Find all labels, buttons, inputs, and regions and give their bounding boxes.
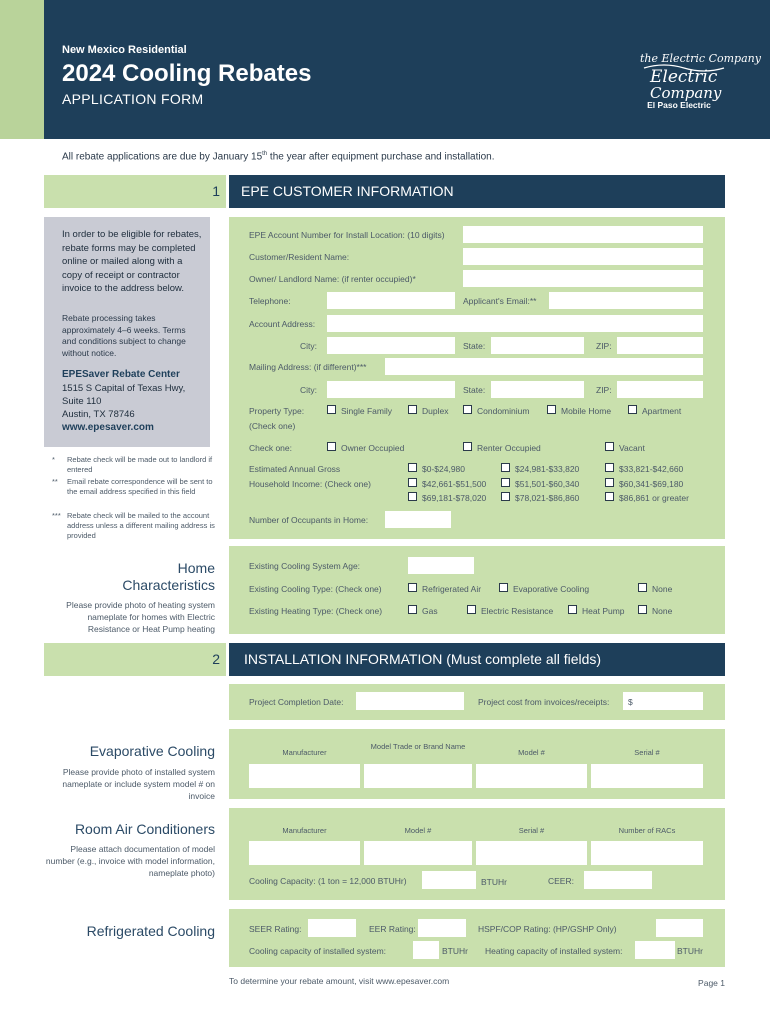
home-desc: Please provide photo of heating system nameplate for homes with Electric Resistance or Heat Pump heating [66, 600, 215, 634]
seer-label: SEER Rating: [249, 924, 302, 934]
account-address-field[interactable] [327, 315, 703, 332]
option-label: Single Family [341, 406, 393, 416]
checkbox-income[interactable] [501, 463, 510, 472]
btuhr-unit: BTUHr [442, 946, 468, 956]
customer-name-label: Customer/Resident Name: [249, 252, 350, 262]
checkbox-gas[interactable] [408, 605, 417, 614]
checkbox-refrigerated-air[interactable] [408, 583, 417, 592]
cooling-capacity-field[interactable] [413, 941, 439, 959]
ceer-label: CEER: [548, 876, 574, 886]
evap-brand-field[interactable] [364, 764, 472, 788]
option-label: Condominium [477, 406, 530, 416]
logo-label: El Paso Electric [647, 100, 711, 110]
occupants-field[interactable] [385, 511, 451, 528]
checkbox-owner-occupied[interactable] [327, 442, 336, 451]
option-label: Vacant [619, 443, 645, 453]
evap-desc: Please provide photo of installed system nameplate or include system model # on invoice [62, 767, 215, 801]
footnote-text: Rebate check will be made out to landlord if entered [67, 455, 213, 474]
occupants-label: Number of Occupants in Home: [249, 515, 369, 525]
option-label: Evaporative Cooling [513, 584, 590, 594]
mailing-zip-label: ZIP: [596, 385, 612, 395]
checkbox-apartment[interactable] [628, 405, 637, 414]
evap-manufacturer-field[interactable] [249, 764, 360, 788]
hspf-label: HSPF/COP Rating: (HP/GSHP Only) [478, 924, 617, 934]
seer-field[interactable] [308, 919, 356, 937]
address-line-1: 1515 S Capital of Texas Hwy, [62, 383, 186, 394]
income-option: $60,341-$69,180 [619, 479, 684, 489]
el-paso-electric-logo [636, 44, 761, 106]
page-subtitle: APPLICATION FORM [62, 91, 204, 107]
rac-capacity-field[interactable] [422, 871, 476, 889]
heating-type-label: Existing Heating Type: (Check one) [249, 606, 383, 616]
home-title: Home [177, 560, 215, 576]
zip-label: ZIP: [596, 341, 612, 351]
section-1-number: 1 [212, 183, 220, 199]
option-label: Electric Resistance [481, 606, 554, 616]
hspf-field[interactable] [656, 919, 703, 937]
option-label: Refrigerated Air [422, 584, 482, 594]
property-type-hint: (Check one) [249, 421, 296, 431]
option-label: Owner Occupied [341, 443, 405, 453]
page-title: 2024 Cooling Rebates [62, 60, 312, 87]
footnote-mark: * [52, 455, 55, 464]
checkbox-single-family[interactable] [327, 405, 336, 414]
checkbox-condominium[interactable] [463, 405, 472, 414]
evap-title: Evaporative Cooling [89, 743, 215, 759]
option-label: Duplex [422, 406, 449, 416]
section-1-title: EPE CUSTOMER INFORMATION [241, 183, 454, 199]
mailing-address-field[interactable] [385, 358, 703, 375]
income-option: $51,501-$60,340 [515, 479, 580, 489]
option-label: None [652, 584, 673, 594]
email-label: Applicant's Email:** [463, 296, 537, 306]
checkbox-income[interactable] [408, 492, 417, 501]
checkbox-income[interactable] [605, 478, 614, 487]
option-label: None [652, 606, 673, 616]
btuhr-unit: BTUHr [481, 877, 507, 887]
rac-model-field[interactable] [364, 841, 472, 865]
checkbox-mobile-home[interactable] [547, 405, 556, 414]
btuhr-unit: BTUHr [677, 946, 703, 956]
table-header: Manufacturer [282, 748, 327, 757]
checkbox-income[interactable] [408, 478, 417, 487]
mailing-city-field[interactable] [327, 381, 455, 398]
rac-capacity-label: Cooling Capacity: (1 ton = 12,000 BTUHr) [249, 876, 407, 886]
income-option: $24,981-$33,820 [515, 464, 580, 474]
due-notice: All rebate applications are due by January 15th the year after equipment purchase and installation. [62, 151, 495, 163]
checkbox-renter-occupied[interactable] [463, 442, 472, 451]
account-number-field[interactable] [463, 226, 703, 243]
checkbox-electric-resistance[interactable] [467, 605, 476, 614]
cooling-capacity-label: Cooling capacity of installed system: [249, 946, 387, 956]
zip-field[interactable] [617, 337, 703, 354]
project-cost-field[interactable] [623, 692, 703, 710]
checkbox-income[interactable] [408, 463, 417, 472]
system-age-label: Existing Cooling System Age: [249, 561, 361, 571]
option-label: Renter Occupied [477, 443, 541, 453]
checkbox-evaporative-cooling[interactable] [499, 583, 508, 592]
income-option: $78,021-$86,860 [515, 493, 580, 503]
checkbox-heating-none[interactable] [638, 605, 647, 614]
processing-text: Rebate processing takes approximately 4–6 weeks. Terms and conditions subject to change without notice. [62, 313, 186, 358]
address-line-3: Austin, TX 78746 [62, 409, 135, 420]
header-accent [0, 0, 44, 139]
income-label-2: Household Income: (Check one) [249, 479, 371, 489]
eer-label: EER Rating: [369, 924, 416, 934]
checkbox-vacant[interactable] [605, 442, 614, 451]
mailing-state-field[interactable] [491, 381, 584, 398]
table-header: Model # [404, 826, 432, 835]
owner-landlord-field[interactable] [463, 270, 703, 287]
customer-info-form [229, 217, 725, 539]
footnote-mark: *** [52, 511, 61, 520]
website-link[interactable]: www.epesaver.com [62, 422, 154, 433]
footnote-text: Email rebate correspondence will be sent to the email address specified in this field [67, 477, 213, 496]
section-2-title: INSTALLATION INFORMATION (Must complete all fields) [244, 651, 602, 667]
section-2-number: 2 [212, 651, 220, 667]
completion-date-field[interactable] [356, 692, 464, 710]
footer-note: To determine your rebate amount, visit www.epesaver.com [229, 976, 450, 986]
refrig-title: Refrigerated Cooling [86, 923, 215, 939]
income-label: Estimated Annual Gross [249, 464, 341, 474]
income-option: $33,821-$42,660 [619, 464, 684, 474]
checkbox-heat-pump[interactable] [568, 605, 577, 614]
income-option: $0-$24,980 [422, 464, 466, 474]
telephone-field[interactable] [327, 292, 455, 309]
home-title-2: Characteristics [122, 577, 215, 593]
owner-landlord-label: Owner/ Landlord Name: (if renter occupied)* [249, 274, 416, 284]
address-line-2: Suite 110 [62, 396, 102, 407]
rac-desc: Please attach documentation of model number (e.g., invoice with model information, nameplate photo) [45, 844, 215, 878]
ceer-field[interactable] [584, 871, 652, 889]
option-label: Heat Pump [582, 606, 625, 616]
table-header: Serial # [518, 826, 545, 835]
checkbox-income[interactable] [605, 463, 614, 472]
option-label: Gas [422, 606, 438, 616]
footnote-text: Rebate check will be mailed to the account address unless a different mailing address is provided [67, 511, 215, 540]
table-header: Model # [518, 748, 545, 757]
email-field[interactable] [549, 292, 703, 309]
city-label: City: [300, 341, 317, 351]
mailing-state-label: State: [463, 385, 486, 395]
account-number-label: EPE Account Number for Install Location: (10 digits) [249, 230, 445, 240]
evap-serial-field[interactable] [591, 764, 703, 788]
rac-title: Room Air Conditioners [74, 821, 215, 837]
income-option: $86,861 or greater [619, 493, 689, 503]
income-option: $69,181-$78,020 [422, 493, 487, 503]
checkbox-cooling-none[interactable] [638, 583, 647, 592]
footnote-mark: ** [52, 477, 58, 486]
option-label: Apartment [642, 406, 682, 416]
checkbox-income[interactable] [605, 492, 614, 501]
eligibility-text: In order to be eligible for rebates, rebate forms may be completed online or mailed along with a copy of receipt or contractor invoice to the address below. [62, 229, 202, 294]
svg-text:Company: Company [650, 84, 722, 102]
table-header: Serial # [634, 748, 660, 757]
mailing-city-label: City: [300, 385, 317, 395]
rac-count-field[interactable] [591, 841, 703, 865]
checkbox-duplex[interactable] [408, 405, 417, 414]
svg-text:Electric: Electric [650, 67, 718, 87]
rac-serial-field[interactable] [476, 841, 587, 865]
state-label: State: [463, 341, 486, 351]
system-age-field[interactable] [408, 557, 474, 574]
heating-capacity-label: Heating capacity of installed system: [485, 946, 623, 956]
account-address-label: Account Address: [249, 319, 316, 329]
occupancy-label: Check one: [249, 443, 292, 453]
option-label: Mobile Home [561, 406, 612, 416]
mailing-address-label: Mailing Address: (if different)*** [249, 362, 367, 372]
property-type-label: Property Type: [249, 406, 305, 416]
table-header: Manufacturer [282, 826, 327, 835]
cooling-type-label: Existing Cooling Type: (Check one) [249, 584, 382, 594]
rebate-center-name: EPESaver Rebate Center [62, 369, 180, 380]
table-header: Number of RACs [618, 826, 676, 835]
table-header: Model Trade or Brand Name [370, 742, 466, 751]
heating-capacity-field[interactable] [635, 941, 675, 959]
project-cost-label: Project cost from invoices/receipts: [478, 697, 610, 707]
checkbox-income[interactable] [501, 492, 510, 501]
eer-field[interactable] [418, 919, 466, 937]
customer-name-field[interactable] [463, 248, 703, 265]
city-field[interactable] [327, 337, 455, 354]
rac-manufacturer-field[interactable] [249, 841, 360, 865]
checkbox-income[interactable] [501, 478, 510, 487]
page-number: Page 1 [698, 978, 725, 988]
header-eyebrow: New Mexico Residential [62, 44, 187, 56]
svg-text:the Electric Company: the Electric Company [640, 52, 761, 65]
completion-date-label: Project Completion Date: [249, 697, 344, 707]
state-field[interactable] [491, 337, 584, 354]
mailing-zip-field[interactable] [617, 381, 703, 398]
telephone-label: Telephone: [249, 296, 291, 306]
evap-model-field[interactable] [476, 764, 587, 788]
currency-symbol: $ [628, 697, 633, 707]
income-option: $42,661-$51,500 [422, 479, 487, 489]
